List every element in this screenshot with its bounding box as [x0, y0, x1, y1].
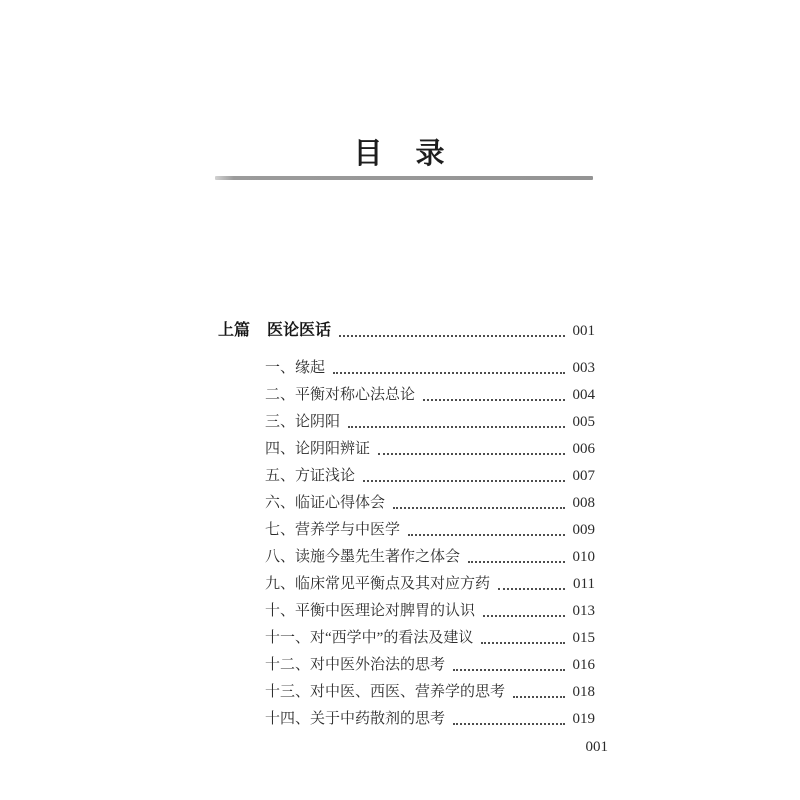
toc-entry-label: 十四、关于中药散剂的思考 — [265, 711, 446, 727]
toc-entry — [265, 703, 595, 730]
toc-entry-label: 四、论阴阳辨证 — [265, 441, 371, 457]
toc-entry-page: 019 — [572, 711, 595, 727]
toc-entries — [218, 352, 595, 730]
toc-entry-label: 二、平衡对称心法总论 — [265, 387, 416, 403]
toc-entry-label: 八、读施今墨先生著作之体会 — [265, 549, 461, 565]
dotted-leader — [348, 426, 564, 428]
toc-part-label: 上篇 — [218, 322, 251, 339]
toc-entry — [265, 379, 595, 406]
dotted-leader — [481, 642, 564, 644]
toc-entry — [265, 460, 595, 487]
toc-entry-label: 十二、对中医外治法的思考 — [265, 657, 446, 673]
toc-entry-label: 五、方证浅论 — [265, 468, 356, 484]
toc-entry-page: 004 — [572, 387, 595, 403]
dotted-leader — [513, 696, 564, 698]
page-title: 目 录 — [353, 138, 447, 170]
dotted-leader — [468, 561, 564, 563]
toc-entry-page: 009 — [572, 522, 595, 538]
toc-entry — [265, 676, 595, 703]
toc-entry-page: 003 — [572, 360, 595, 376]
toc-entry-label: 一、缘起 — [265, 360, 326, 376]
toc-entry-label: 七、营养学与中医学 — [265, 522, 401, 538]
toc-entry-label: 六、临证心得体会 — [265, 495, 386, 511]
dotted-leader — [333, 372, 564, 374]
toc-entry-page: 008 — [572, 495, 595, 511]
toc-entry-page: 006 — [572, 441, 595, 457]
toc-section-row — [218, 312, 595, 342]
toc-entry-label: 十一、对“西学中”的看法及建议 — [265, 630, 474, 646]
toc-entry — [265, 649, 595, 676]
toc-entry — [265, 433, 595, 460]
toc-entry-label: 三、论阴阳 — [265, 414, 341, 430]
dotted-leader — [363, 480, 564, 482]
dotted-leader — [498, 588, 565, 590]
toc-entry — [265, 568, 595, 595]
toc-entry-page: 005 — [572, 414, 595, 430]
toc-entry — [265, 541, 595, 568]
dotted-leader — [393, 507, 564, 509]
toc-entry — [265, 406, 595, 433]
dotted-leader — [339, 335, 564, 337]
title-divider-rule — [215, 176, 593, 180]
dotted-leader — [423, 399, 564, 401]
dotted-leader — [483, 615, 564, 617]
toc-entry — [265, 514, 595, 541]
toc-section-page: 001 — [572, 323, 595, 339]
toc-entry-page: 007 — [572, 468, 595, 484]
toc-entry-page: 013 — [572, 603, 595, 619]
toc-entry — [265, 595, 595, 622]
toc-entry-page: 016 — [572, 657, 595, 673]
page-folio-number: 001 — [585, 739, 608, 755]
toc-entry-page: 010 — [572, 549, 595, 565]
toc-entry-page: 015 — [572, 630, 595, 646]
dotted-leader — [408, 534, 564, 536]
dotted-leader — [453, 669, 564, 671]
toc-entry — [265, 622, 595, 649]
table-of-contents — [218, 312, 595, 730]
toc-entry — [265, 487, 595, 514]
toc-entry-page: 011 — [573, 576, 595, 592]
dotted-leader — [378, 453, 564, 455]
toc-entry-label: 十、平衡中医理论对脾胃的认识 — [265, 603, 476, 619]
toc-section-title: 医论医话 — [267, 322, 332, 339]
toc-entry-label: 九、临床常见平衡点及其对应方药 — [265, 576, 491, 592]
toc-entry-label: 十三、对中医、西医、营养学的思考 — [265, 684, 506, 700]
dotted-leader — [453, 723, 564, 725]
toc-entry — [265, 352, 595, 379]
toc-entry-page: 018 — [572, 684, 595, 700]
